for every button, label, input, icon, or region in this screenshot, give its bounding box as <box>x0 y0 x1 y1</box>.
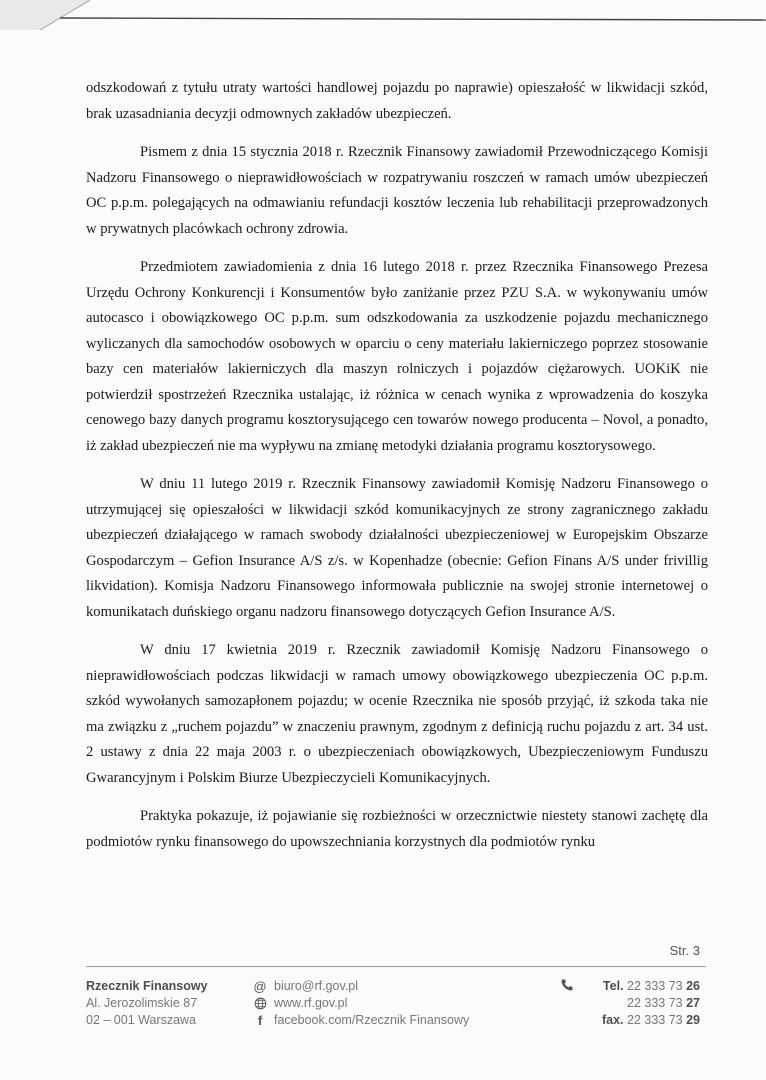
paragraph-4: W dniu 11 lutego 2019 r. Rzecznik Finansowy zawiadomił Komisję Nadzoru Finansowego o utrzymującej się opieszałości w likwidacji szkód komunikacyjnych ze strony zagranicznego zakładu ubezpieczeń działającego w ramach swobody działalności ubezpieczeniowej w Europejskim Obszarze Gospodarczym – Gefion Insurance A/S z/s. w Kopenhadze (obecnie: Gefion Finans A/S under frivillig likvidation). Komisja Nadzoru Finansowego informowała publicznie na swojej stronie internetowej o komunikatach duńskiego organu nadzoru finansowego dotyczących Gefion Insurance A/S. <box>86 476 708 620</box>
paragraph-1: odszkodowań z tytułu utraty wartości handlowej pojazdu po naprawie) opieszałość w likwidacji szkód, brak uzasadniania decyzji odmownych zakładów ubezpieczeń. <box>86 80 708 122</box>
footer-tel-2: 22 333 73 27 <box>627 996 700 1010</box>
at-icon: @ <box>253 979 267 994</box>
paragraph-5: W dniu 17 kwietnia 2019 r. Rzecznik zawiadomił Komisję Nadzoru Finansowego o nieprawidłowościach podczas likwidacji w ramach umowy obowiązkowego ubezpieczenia OC p.p.m. szkód wywołanych samozapłonem pojazdu; w ocenie Rzecznika nie sposób przyjąć, iż szkoda taka nie ma związku z „ruchem pojazdu” w znaczeniu prawnym, zgodnym z definicją ruchu pojazdu z art. 34 ust. 2 ustawy z dnia 22 maja 2003 r. o ubezpieczeniach obowiązkowych, Ubezpieczeniowym Funduszu Gwarancyjnym i Polskim Biurze Ubezpieczycieli Komunikacyjnych. <box>86 642 708 786</box>
footer-fax: fax. 22 333 73 29 <box>601 1013 700 1027</box>
paragraph-2: Pismem z dnia 15 stycznia 2018 r. Rzecznik Finansowy zawiadomił Przewodniczącego Komisji Nadzoru Finansowego o nieprawidłowościach w rozpatrywaniu roszczeń w ramach umów ubezpieczeń OC p.p.m. polegających na odmawianiu refundacji kosztów leczenia lub rehabilitacji przeprowadzonych w prywatnych placówkach ochrony zdrowia. <box>86 144 708 237</box>
letterhead-footer <box>86 978 706 1038</box>
footer-contacts <box>252 978 492 1029</box>
document-body <box>86 76 708 868</box>
paragraph-3: Przedmiotem zawiadomienia z dnia 16 lutego 2018 r. przez Rzecznika Finansowego Prezesa Urzędu Ochrony Konkurencji i Konsumentów było zaniżanie przez PZU S.A. w wykonywaniu umów autocasco i obowiązkowego OC p.p.m. sum odszkodowania za uszkodzenie pojazdu mechanicznego wyliczanych dla samochodów osobowych w oparciu o ceny materiału lakierniczego poprzez stosowanie bazy cen materiałów lakierniczych dla maszyn rolniczych i pojazdów ciężarowych. UOKiK nie potwierdził spostrzeżeń Rzecznika ustalając, iż różnica w cenach wynika z wprowadzenia do koszyka cenowego bazy danych programu kosztorysującego cen towarów nowego producenta – Novol, a ponadto, iż zakład ubezpieczeń nie ma wypływu na zmianę metodyki działania programu kosztorysowego. <box>86 259 708 454</box>
footer-divider <box>86 966 706 967</box>
page-number: Str. 3 <box>669 943 700 958</box>
footer-address-street: Al. Jerozolimskie 87 <box>86 996 198 1010</box>
footer-org-name: Rzecznik Finansowy <box>86 979 208 993</box>
paragraph-6: Praktyka pokazuje, iż pojawianie się rozbieżności w orzecznictwie niestety stanowi zachętę dla podmiotów rynku finansowego do upowszechniania korzystnych dla podmiotów rynku <box>86 808 708 850</box>
scan-top-edge <box>0 0 766 30</box>
footer-address <box>86 978 246 1029</box>
footer-email: biuro@rf.gov.pl <box>274 979 359 993</box>
facebook-icon: f <box>257 1013 263 1028</box>
footer-facebook: facebook.com/Rzecznik Finansowy <box>274 1013 470 1027</box>
phone-icon <box>560 978 574 996</box>
footer-website: www.rf.gov.pl <box>274 996 348 1010</box>
footer-address-city: 02 – 001 Warszawa <box>86 1013 197 1027</box>
footer-tel-1: Tel. 22 333 73 26 <box>602 979 700 993</box>
